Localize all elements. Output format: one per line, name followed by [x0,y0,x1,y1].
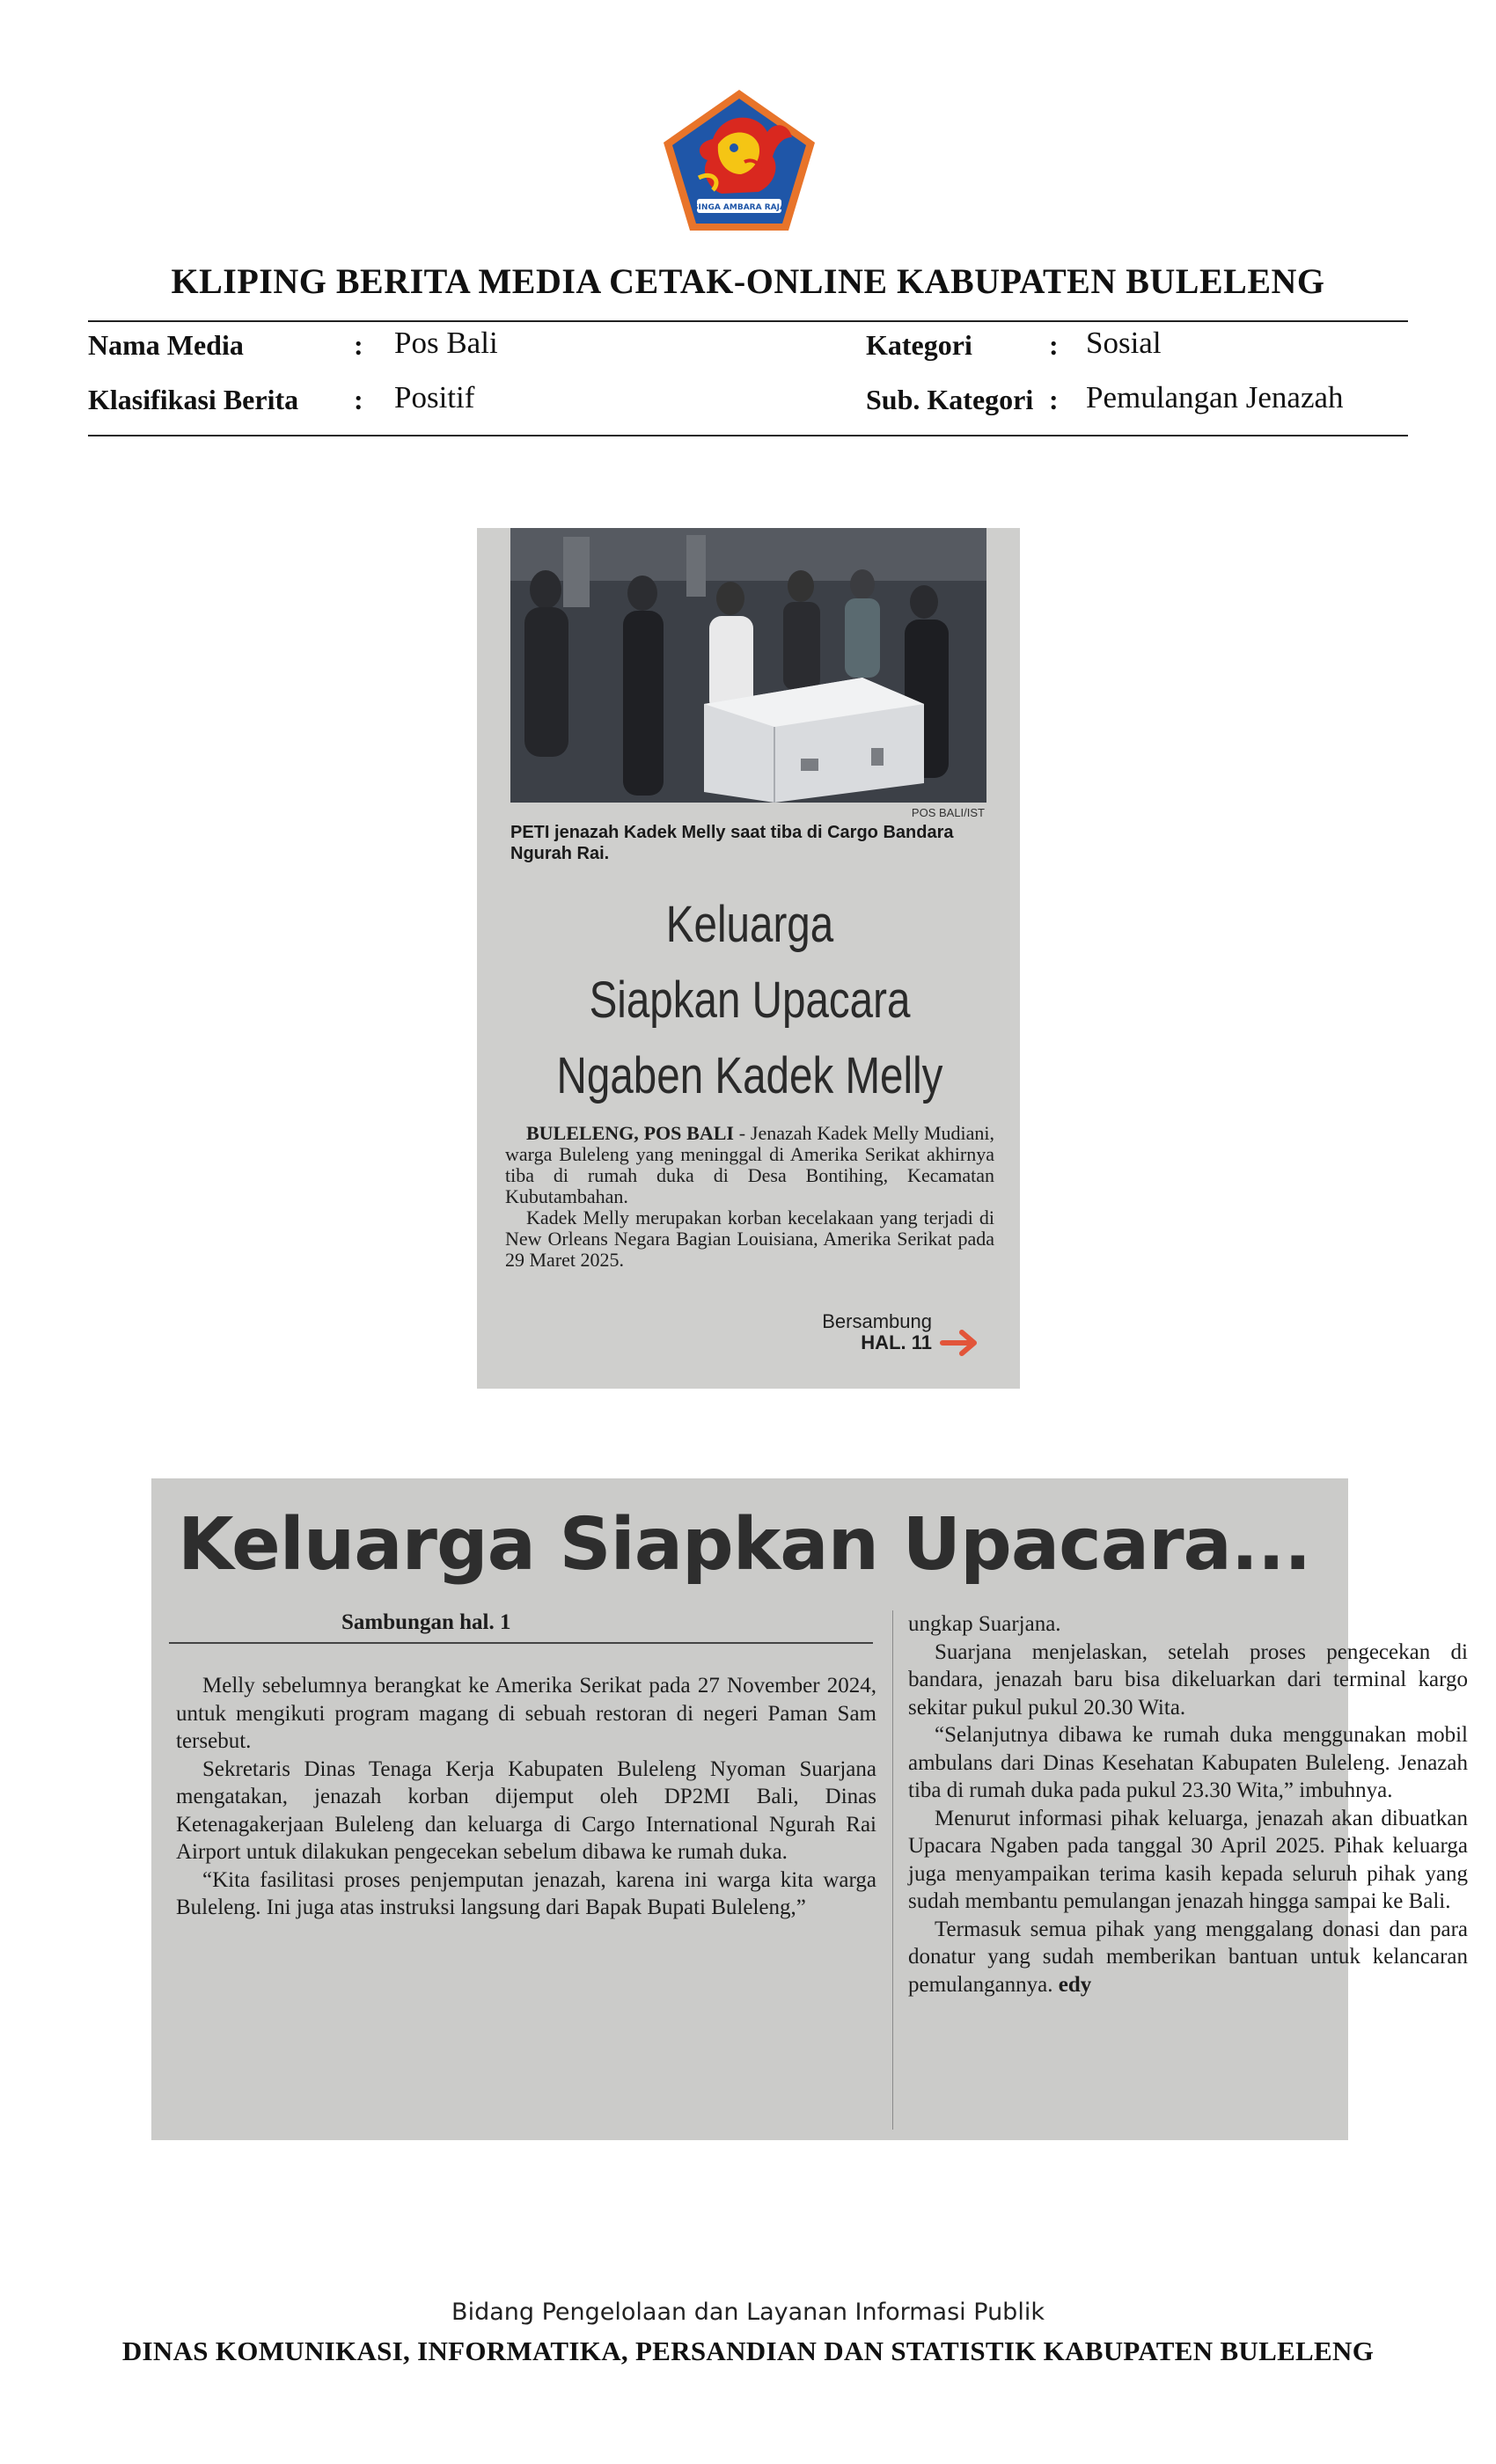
right-paragraph-4 [908,1916,1468,1999]
sub-kategori-value: Pemulangan Jenazah [1086,380,1344,414]
klasifikasi-colon: : [354,384,363,415]
article-lead [505,1123,994,1271]
article-headline [540,887,959,1114]
dateline: BULELENG, POS BALI [526,1122,734,1144]
footer-agency: DINAS KOMUNIKASI, INFORMATIKA, PERSANDIAN DAN STATISTIK KABUPATEN BULELENG [121,2336,1375,2366]
logo-motto: SINGA AMBARA RAJA [693,203,786,212]
sub-kategori-label: Sub. Kategori [866,384,1034,415]
sambungan-label: Sambungan hal. 1 [341,1610,511,1634]
headline-line-3: Ngaben Kadek Melly [556,1047,943,1104]
left-paragraph-2: Sekretaris Dinas Tenaga Kerja Kabupaten Buleleng Nyoman Suarjana mengatakan, jenazah korban dijemput oleh DP2MI Bali, Dinas Ketenagakerjaan Buleleng dan keluarga di Cargo International Ngurah Rai Airport untuk dilakukan pengecekan sebelum dibawa ke rumah duka. [176,1756,876,1864]
headline-line-2: Siapkan Upacara [589,972,911,1029]
photo-credit: POS BALI/IST [911,806,985,819]
right-paragraph-1: Suarjana menjelaskan, setelah proses pengecekan di bandara, jenazah baru bisa dikeluarkan dari terminal kargo sekitar pukul pukul 20.30 Wita. [908,1639,1468,1720]
header-rule-bottom [88,435,1408,436]
arrow-right-icon [939,1327,983,1359]
continued-notice [822,1311,932,1353]
nama-media-colon: : [354,329,363,361]
photo-illustration [510,528,986,803]
header-rule-top [88,320,1408,322]
footer-department: Bidang Pengelolaan dan Layanan Informasi Publik [451,2299,1045,2326]
lead-paragraph-1 [505,1123,994,1207]
right-paragraph-4-text: Termasuk semua pihak yang menggalang donasi dan para donatur yang sudah memberikan bantuan untuk kelancaran pemulangannya. [908,1917,1468,1997]
left-column [176,1672,876,1922]
continued-page: HAL. 11 [861,1331,932,1353]
klasifikasi-value: Positif [394,380,475,414]
singa-ambara-raja-logo [660,86,818,234]
news-clipping-continuation [151,1478,1468,2140]
column-divider [892,1610,893,2130]
right-paragraph-2: “Selanjutnya dibawa ke rumah duka menggunakan mobil ambulans dari Dinas Kesehatan Kabupaten Buleleng. Jenazah tiba di rumah duka pada pukul 23.30 Wita,” imbuhnya. [908,1723,1468,1802]
sub-kategori-colon: : [1049,384,1059,415]
nama-media-label: Nama Media [88,329,244,361]
left-paragraph-1: Melly sebelumnya berangkat ke Amerika Serikat pada 27 November 2024, untuk mengikuti program magang di sebuah restoran di negeri Paman Sam tersebut. [176,1674,876,1753]
news-photo-coffin-arrival [510,528,986,803]
kategori-value: Sosial [1086,326,1162,360]
continuation-headline: Keluarga Siapkan Upacara... [178,1503,1311,1587]
lead-paragraph-1-text: - Jenazah Kadek Melly Mudiani, warga Buleleng yang meninggal di Amerika Serikat akhirnya tiba di rumah duka di Desa Bontihing, Kecamatan Kubutambahan. [505,1122,994,1207]
photo-caption: PETI jenazah Kadek Melly saat tiba di Cargo Bandara Ngurah Rai. [510,823,954,863]
document-title: KLIPING BERITA MEDIA CETAK-ONLINE KABUPATEN BULELENG [171,261,1325,301]
reporter-signature: edy [1058,1972,1092,1997]
kategori-colon: : [1049,329,1059,361]
left-paragraph-3: “Kita fasilitasi proses penjemputan jenazah, karena ini warga kita warga Buleleng. Ini juga atas instruksi langsung dari Bapak Bupati Buleleng,” [176,1867,876,1919]
lead-paragraph-2: Kadek Melly merupakan korban kecelakaan yang terjadi di New Orleans Negara Bagian Louisiana, Amerika Serikat pada 29 Maret 2025. [505,1206,994,1271]
sambungan-rule [169,1642,873,1644]
continued-label: Bersambung [822,1310,932,1332]
headline-line-1: Keluarga [665,896,834,953]
right-paragraph-3: Menurut informasi pihak keluarga, jenazah akan dibuatkan Upacara Ngaben pada tanggal 30 April 2025. Pihak keluarga juga menyampaikan terima kasih kepada seluruh pihak yang sudah membantu pemulangan jenazah hingga sampai ke Bali. [908,1806,1468,1913]
news-clipping-front-page [477,528,1020,1389]
nama-media-value: Pos Bali [394,326,498,360]
right-column [908,1610,1468,1998]
right-paragraph-0: ungkap Suarjana. [908,1612,1061,1636]
kategori-label: Kategori [866,329,972,361]
klasifikasi-label: Klasifikasi Berita [88,384,299,415]
